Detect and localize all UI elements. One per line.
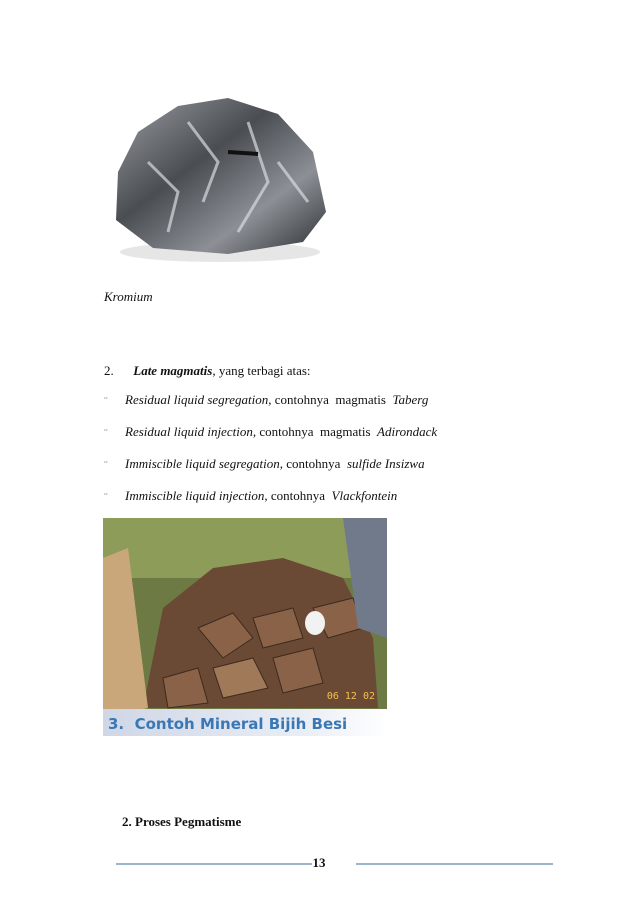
section-heading-late-magmatis (104, 363, 311, 379)
item-example: Taberg (392, 392, 429, 407)
item-term: Immiscible liquid segregation, (125, 456, 284, 471)
footer-divider-right (356, 863, 553, 865)
bullet: ¨ (104, 427, 108, 439)
item-term: Immiscible liquid injection (125, 488, 265, 503)
item-text: , contohnya magmatis (268, 392, 393, 407)
item-text: , contohnya (264, 488, 332, 503)
list-item (104, 456, 425, 472)
item-text: contohnya magmatis (256, 424, 378, 439)
section-number: 2. (104, 363, 114, 378)
bullet: ¨ (104, 459, 108, 471)
item-example: Vlackfontein (331, 488, 398, 503)
subheading-proses-pegmatisme: 2. Proses Pegmatisme (122, 814, 242, 829)
figure-caption-kromium: Kromium (104, 289, 153, 304)
list-item (104, 424, 437, 440)
bullet: ¨ (104, 491, 108, 503)
list-item (104, 488, 397, 504)
footer-divider-left (116, 863, 312, 865)
photo-date-stamp: 06 12 02 (326, 691, 375, 702)
item-text: contohnya (283, 456, 347, 471)
photo-caption-band (103, 709, 387, 736)
section-title: Late magmatis (133, 363, 213, 378)
photo-caption: 3. Contoh Mineral Bijih Besi (108, 715, 348, 733)
chromium-rock-image (108, 92, 332, 264)
item-term: Residual liquid segregation (125, 392, 269, 407)
item-example: sulfide Insizwa (346, 456, 425, 471)
iron-ore-photo (103, 518, 387, 736)
section-title-rest: , yang terbagi atas: (212, 363, 311, 378)
list-item (104, 392, 428, 408)
item-term: Residual liquid injection, (125, 424, 257, 439)
page-number: 13 (312, 855, 326, 870)
item-example: Adirondack (377, 424, 438, 439)
bullet: ¨ (104, 395, 108, 407)
